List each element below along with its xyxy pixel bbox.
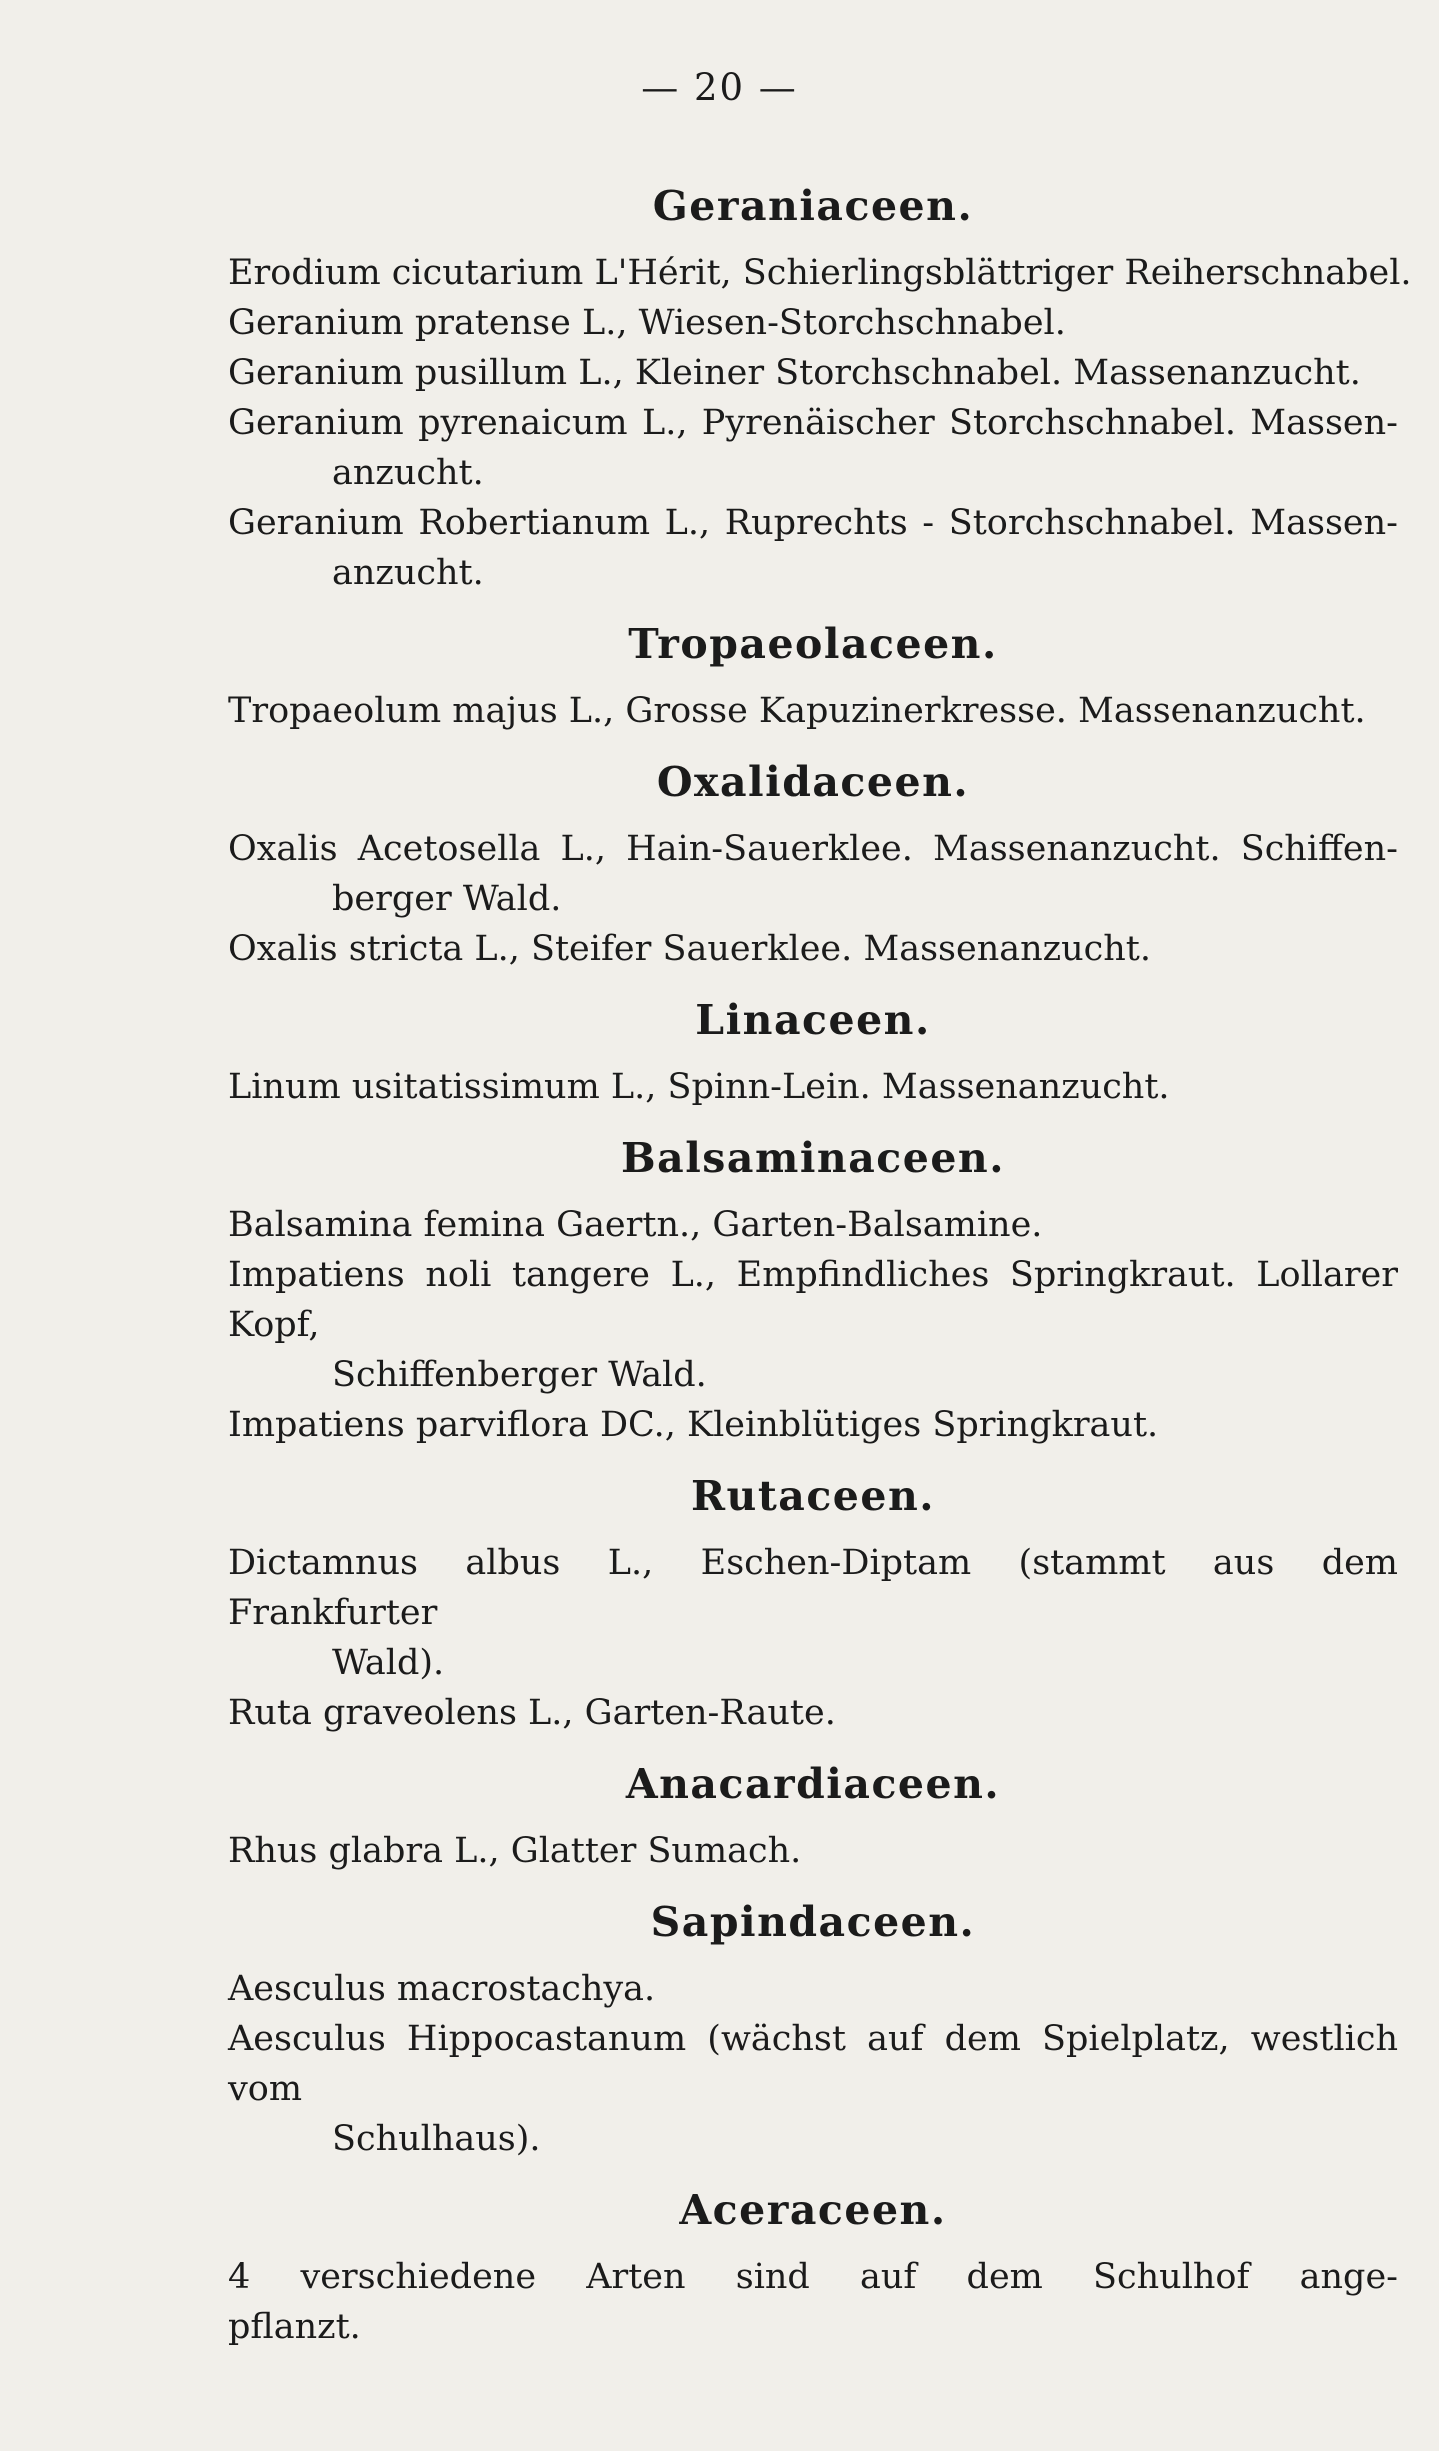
species-entry — [228, 686, 1398, 736]
species-entry — [228, 248, 1412, 298]
entry-line: anzucht. — [332, 453, 484, 493]
species-entry — [228, 398, 1398, 498]
entry-line: Rhus glabra L., Glatter Sumach. — [228, 1831, 802, 1871]
section — [228, 614, 1398, 736]
entry-line: Geranium pratense L., Wiesen-Storchschnabel. — [228, 303, 1066, 343]
section-heading: Oxalidaceen. — [656, 758, 970, 806]
entry-line: Erodium cicutarium L'Hérit, Schierlingsblättriger Reiherschnabel. — [228, 253, 1412, 293]
section — [228, 1754, 1398, 1876]
page-number: — 20 — — [641, 66, 798, 109]
species-entry — [228, 348, 1398, 398]
entry-line: anzucht. — [332, 553, 484, 593]
species-entry — [228, 498, 1398, 598]
section-heading: Geraniaceen. — [652, 182, 974, 230]
entry-line: berger Wald. — [332, 879, 562, 919]
entry-line: Aesculus macrostachya. — [228, 1969, 656, 2009]
entry-line: Balsamina femina Gaertn., Garten-Balsamine. — [228, 1205, 1043, 1245]
species-entry — [228, 1826, 1398, 1876]
species-entry — [228, 1538, 1398, 1688]
entry-line: Ruta graveolens L., Garten-Raute. — [228, 1693, 836, 1733]
entry-line: Impatiens parviflora DC., Kleinblütiges Springkraut. — [228, 1405, 1159, 1445]
section — [228, 176, 1412, 598]
section-heading: Aceraceen. — [679, 2186, 947, 2234]
section-heading: Rutaceen. — [690, 1472, 936, 1520]
species-entry — [228, 2252, 1398, 2352]
section-heading: Tropaeolaceen. — [628, 620, 998, 668]
species-entry — [228, 1200, 1398, 1250]
entry-line: Aesculus Hippocastanum (wächst auf dem Spielplatz, westlich vom — [228, 2019, 1398, 2109]
section — [228, 1128, 1398, 1450]
section — [228, 1466, 1398, 1738]
species-entry — [228, 2014, 1398, 2164]
entry-line: Schiffenberger Wald. — [332, 1355, 707, 1395]
entry-line: 4 verschiedene Arten sind auf dem Schulhof ange- — [228, 2257, 1398, 2297]
section — [228, 1892, 1398, 2164]
entry-line: Linum usitatissimum L., Spinn-Lein. Massenanzucht. — [228, 1067, 1170, 1107]
section — [228, 990, 1398, 1112]
section-heading: Linaceen. — [695, 996, 931, 1044]
section-heading: Balsaminaceen. — [621, 1134, 1005, 1182]
section-heading: Sapindaceen. — [650, 1898, 976, 1946]
species-entry — [228, 298, 1398, 348]
species-entry — [228, 1964, 1398, 2014]
entry-line: Impatiens noli tangere L., Empfindliches Springkraut. Lollarer Kopf, — [228, 1255, 1398, 1345]
entry-line: Geranium pusillum L., Kleiner Storchschnabel. Massenanzucht. — [228, 353, 1361, 393]
page-content — [228, 160, 1412, 2366]
entry-line: Oxalis stricta L., Steifer Sauerklee. Massenanzucht. — [228, 929, 1151, 969]
species-entry — [228, 824, 1398, 924]
entry-line: Tropaeolum majus L., Grosse Kapuzinerkresse. Massenanzucht. — [228, 691, 1366, 731]
species-entry — [228, 1400, 1398, 1450]
section — [228, 752, 1398, 974]
entry-line: Schulhaus). — [332, 2119, 541, 2159]
entry-line: Geranium pyrenaicum L., Pyrenäischer Storchschnabel. Massen- — [228, 403, 1398, 443]
section-heading: Anacardiaceen. — [625, 1760, 1001, 1808]
entry-line: Oxalis Acetosella L., Hain-Sauerklee. Massenanzucht. Schiffen- — [228, 829, 1398, 869]
section — [228, 2180, 1398, 2352]
entry-line: Geranium Robertianum L., Ruprechts - Storchschnabel. Massen- — [228, 503, 1398, 543]
entry-line: Wald). — [332, 1643, 445, 1683]
species-entry — [228, 1062, 1398, 1112]
entry-line: pflanzt. — [228, 2307, 361, 2347]
species-entry — [228, 1688, 1398, 1738]
species-entry — [228, 924, 1398, 974]
species-entry — [228, 1250, 1398, 1400]
entry-line: Dictamnus albus L., Eschen-Diptam (stammt aus dem Frankfurter — [228, 1543, 1398, 1633]
